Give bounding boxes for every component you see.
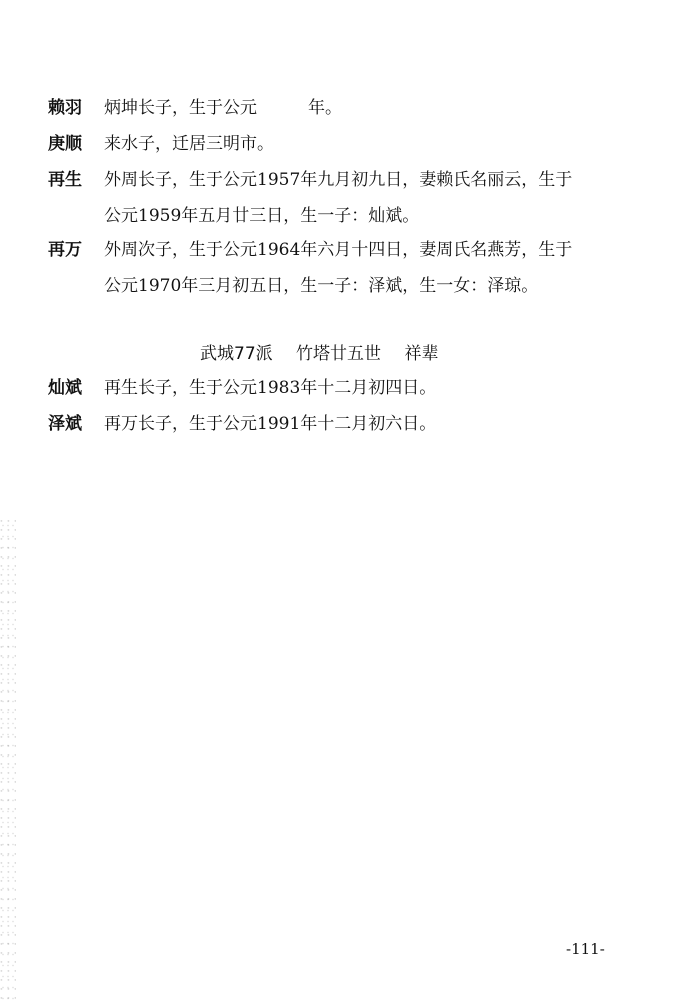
entry-name: 灿斌 — [48, 378, 82, 398]
entry-name: 泽斌 — [48, 414, 82, 434]
entry-name: 赖羽 — [48, 98, 82, 118]
entry-text: 再万长子，生于公元1991年十二月初六日。 — [104, 414, 437, 434]
entry-text: 炳坤长子，生于公元 年。 — [104, 98, 342, 118]
entry-text-continued: 公元1959年五月廿三日，生一子：灿斌。 — [104, 206, 420, 226]
entry-text: 外周长子，生于公元1957年九月初九日，妻赖氏名丽云，生于 — [104, 170, 573, 190]
heading-generation: 竹塔廿五世 — [296, 344, 382, 364]
entry-name: 再生 — [48, 170, 82, 190]
entry-name: 庚顺 — [48, 134, 82, 154]
heading-character: 祥辈 — [404, 344, 439, 364]
section-heading — [200, 344, 456, 364]
page-number: -111- — [566, 940, 605, 958]
entry-text-continued: 公元1970年三月初五日，生一子：泽斌，生一女：泽琼。 — [104, 276, 539, 296]
heading-branch: 武城77派 — [200, 344, 273, 364]
entry-text: 外周次子，生于公元1964年六月十四日，妻周氏名燕芳，生于 — [104, 240, 573, 260]
entry-name: 再万 — [48, 240, 82, 260]
scan-noise — [0, 520, 16, 1000]
entry-text: 来水子，迁居三明市。 — [104, 134, 274, 154]
entry-text: 再生长子，生于公元1983年十二月初四日。 — [104, 378, 437, 398]
